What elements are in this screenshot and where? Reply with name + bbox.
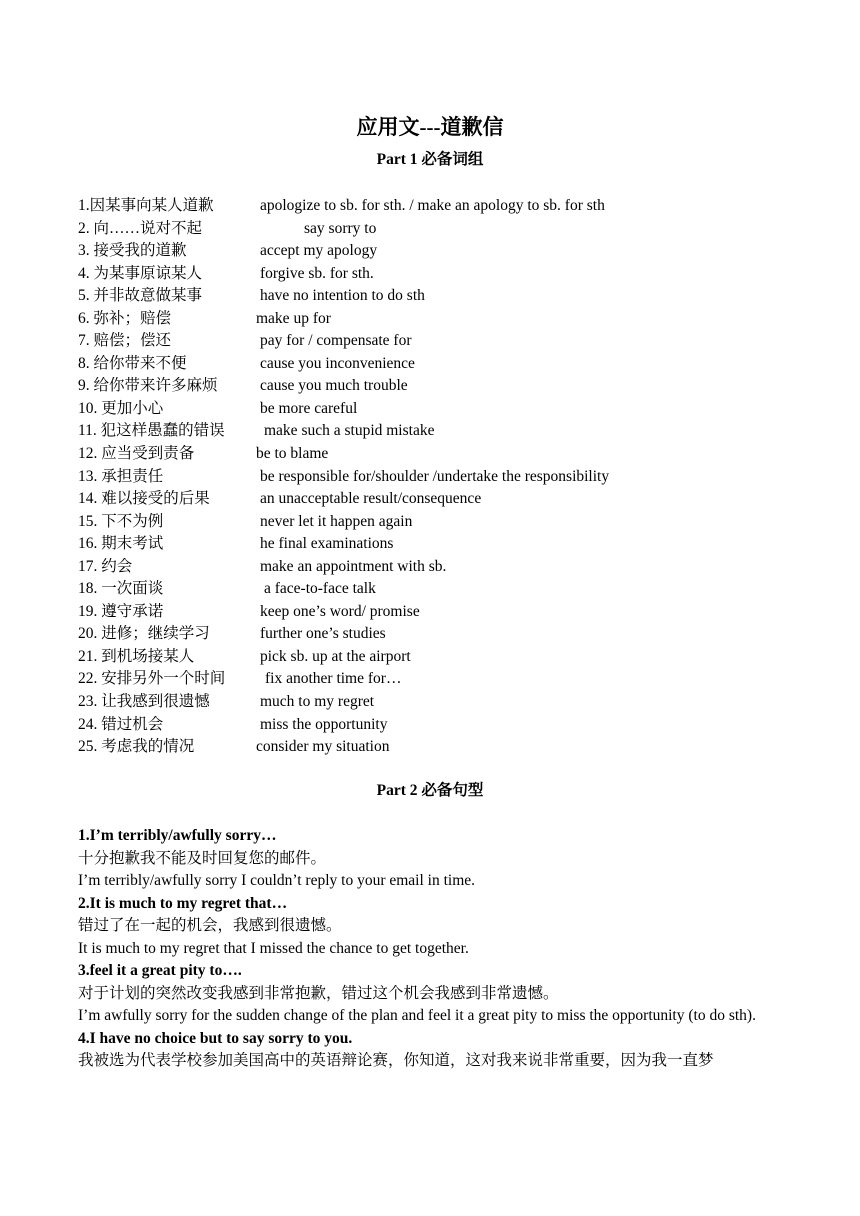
pattern-heading: 2.It is much to my regret that… (78, 894, 288, 912)
vocab-english: never let it happen again (260, 512, 413, 530)
vocab-chinese: 20. 进修；继续学习 (78, 625, 210, 643)
vocab-english: apologize to sb. for sth. / make an apology to sb. for sth (260, 197, 605, 214)
vocab-row (78, 578, 798, 601)
vocab-row (78, 714, 798, 737)
vocab-english: be more careful (260, 399, 358, 417)
vocab-chinese: 23. 让我感到很遗憾 (78, 693, 210, 711)
vocab-chinese: 22. 安排另外一个时间 (78, 670, 226, 688)
vocab-list (78, 195, 798, 759)
vocab-row (78, 330, 798, 353)
vocab-english: much to my regret (260, 693, 375, 711)
vocab-english: cause you inconvenience (260, 354, 415, 372)
vocab-row (78, 420, 798, 443)
vocab-chinese: 18. 一次面谈 (78, 580, 164, 598)
vocab-english: consider my situation (256, 738, 390, 756)
vocab-row (78, 556, 798, 579)
vocab-chinese: 7. 赔偿；偿还 (78, 332, 172, 350)
vocab-english: further one’s studies (260, 625, 386, 643)
vocab-chinese: 1.因某事向某人道歉 (78, 197, 214, 214)
vocab-chinese: 21. 到机场接某人 (78, 647, 195, 665)
vocab-row (78, 263, 798, 286)
vocab-row (78, 533, 798, 556)
vocab-english: pay for / compensate for (260, 332, 412, 350)
vocab-row (78, 691, 798, 714)
vocab-chinese: 10. 更加小心 (78, 399, 164, 417)
vocab-english: a face-to-face talk (264, 580, 376, 598)
vocab-chinese: 15. 下不为例 (78, 512, 164, 530)
vocab-english: make an appointment with sb. (260, 557, 447, 575)
vocab-row (78, 195, 798, 218)
vocab-row (78, 353, 798, 376)
vocab-english: an unacceptable result/consequence (260, 490, 482, 508)
vocab-chinese: 19. 遵守承诺 (78, 602, 164, 620)
vocab-english: accept my apology (260, 242, 378, 260)
vocab-english: make up for (256, 309, 331, 327)
example-cn: 错过了在一起的机会，我感到很遗憾。 (78, 917, 342, 934)
part1-heading: Part 1 必备词组 (376, 151, 484, 168)
vocab-row (78, 466, 798, 489)
vocab-english: be to blame (256, 445, 329, 463)
vocab-row (78, 623, 798, 646)
vocab-row (78, 511, 798, 534)
vocab-chinese: 8. 给你带来不便 (78, 354, 187, 372)
sentence-patterns (78, 825, 786, 1073)
vocab-english: be responsible for/shoulder /undertake the responsibility (260, 467, 610, 485)
vocab-chinese: 3. 接受我的道歉 (78, 242, 187, 260)
vocab-row (78, 443, 798, 466)
pattern-heading: 1.I’m terribly/awfully sorry… (78, 827, 277, 844)
vocab-row (78, 285, 798, 308)
vocab-chinese: 2. 向……说对不起 (78, 219, 203, 237)
vocab-english: have no intention to do sth (260, 287, 425, 305)
example-en: It is much to my regret that I missed the chance to get together. (78, 939, 469, 957)
part2-heading: Part 2 必备句型 (376, 782, 484, 799)
vocab-english: fix another time for… (265, 670, 402, 688)
vocab-row (78, 375, 798, 398)
vocab-row (78, 488, 798, 511)
pattern-heading: 3.feel it a great pity to…. (78, 962, 242, 979)
vocab-row (78, 668, 798, 691)
vocab-english: cause you much trouble (260, 377, 408, 395)
vocab-english: keep one’s word/ promise (260, 602, 420, 620)
vocab-chinese: 16. 期末考试 (78, 535, 164, 553)
page-title: 应用文---道歉信 (356, 115, 504, 139)
vocab-row (78, 646, 798, 669)
vocab-chinese: 13. 承担责任 (78, 467, 164, 485)
vocab-chinese: 6. 弥补；赔偿 (78, 309, 172, 327)
vocab-chinese: 24. 错过机会 (78, 715, 164, 733)
vocab-english: miss the opportunity (260, 715, 388, 733)
example-cn: 我被选为代表学校参加美国高中的英语辩论赛，你知道，这对我来说非常重要，因为我一直梦 (78, 1052, 714, 1069)
vocab-chinese: 5. 并非故意做某事 (78, 287, 203, 305)
vocab-chinese: 12. 应当受到责备 (78, 445, 195, 463)
vocab-chinese: 9. 给你带来许多麻烦 (78, 377, 218, 395)
vocab-chinese: 14. 难以接受的后果 (78, 490, 210, 508)
vocab-english: pick sb. up at the airport (260, 647, 411, 665)
vocab-row (78, 240, 798, 263)
example-en: I’m terribly/awfully sorry I couldn’t reply to your email in time. (78, 872, 476, 889)
example-cn: 对于计划的突然改变我感到非常抱歉，错过这个机会我感到非常遗憾。 (78, 984, 559, 1002)
vocab-english: forgive sb. for sth. (260, 264, 374, 282)
vocab-english: he final examinations (260, 535, 394, 553)
vocab-row (78, 398, 798, 421)
vocab-row (78, 736, 798, 759)
vocab-chinese: 11. 犯这样愚蠢的错误 (78, 422, 225, 440)
vocab-chinese: 17. 约会 (78, 557, 133, 575)
example-cn: 十分抱歉我不能及时回复您的邮件。 (78, 849, 327, 867)
vocab-chinese: 25. 考虑我的情况 (78, 738, 195, 756)
vocab-row (78, 218, 798, 241)
vocab-english: make such a stupid mistake (264, 422, 435, 440)
vocab-chinese: 4. 为某事原谅某人 (78, 264, 203, 282)
pattern-heading: 4.I have no choice but to say sorry to you. (78, 1029, 353, 1047)
vocab-row (78, 308, 798, 331)
example-en: I’m awfully sorry for the sudden change of the plan and feel it a great pity to miss the opportunity (to do sth). (78, 1007, 756, 1024)
vocab-row (78, 601, 798, 624)
vocab-english: say sorry to (304, 219, 377, 237)
